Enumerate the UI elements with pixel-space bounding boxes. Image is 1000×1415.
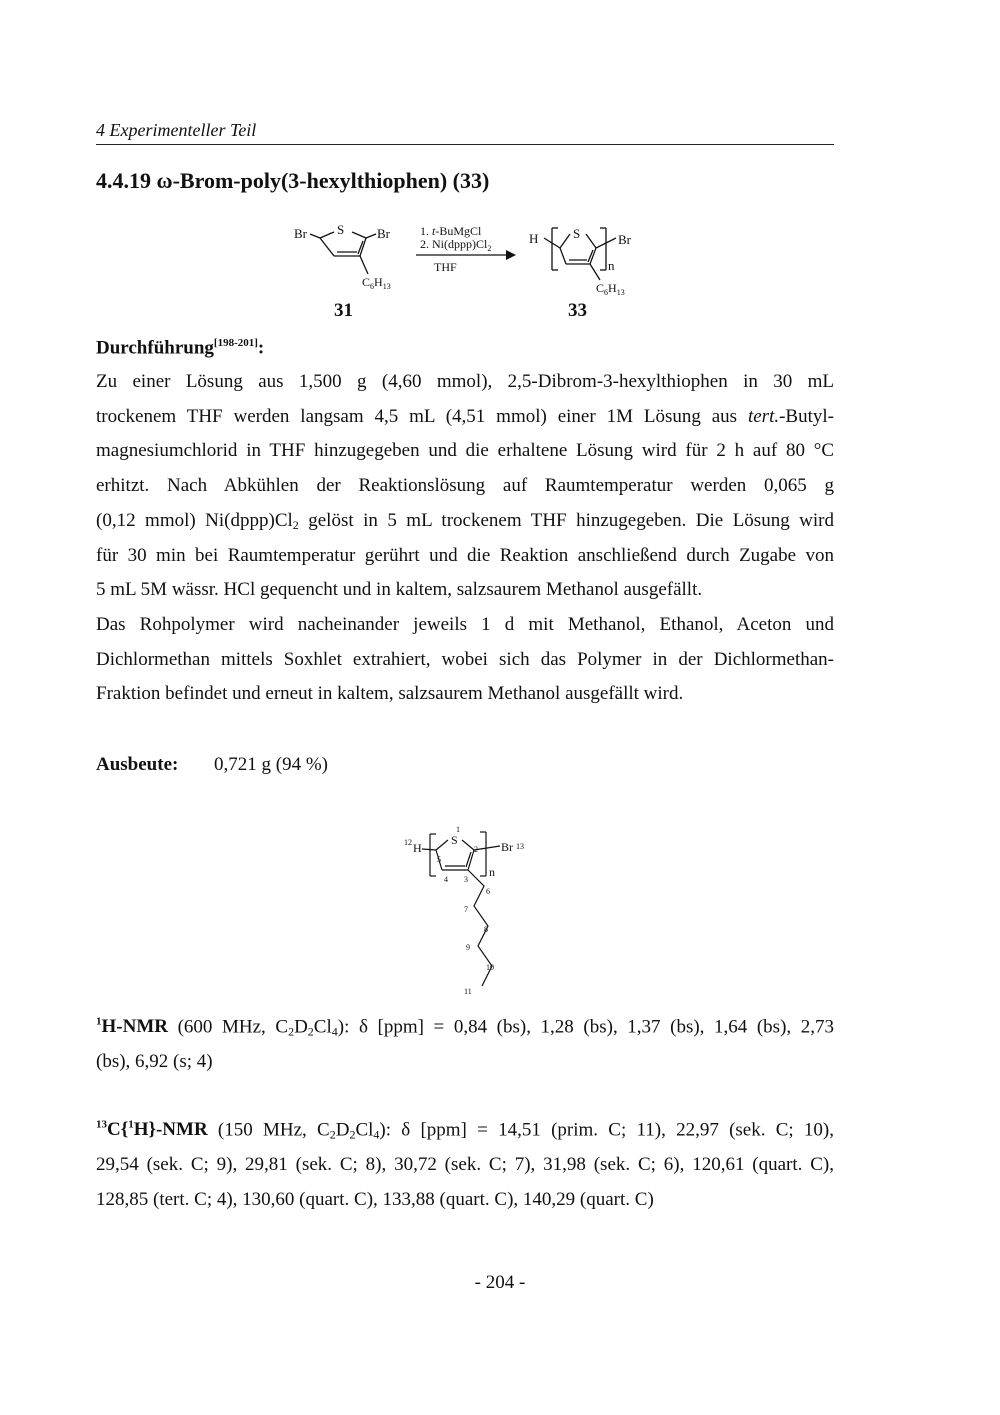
procedure-text xyxy=(96,365,834,712)
product-h-atom: H xyxy=(529,231,539,246)
section-number: 4.4.19 xyxy=(96,168,151,193)
product-sidechain: $C_6H_{13}$ xyxy=(596,281,625,297)
procedure-line: Zu einer Lösung aus 1,500 g (4,60 mmol), 2,5-Dibrom-3-hexylthiophen in 30 mL xyxy=(96,371,834,392)
reactant-label: 31 xyxy=(334,300,353,321)
reagent-1: 1. t-BuMgCl xyxy=(420,224,482,238)
running-header xyxy=(96,120,834,145)
procedure-line: Dichlormethan mittels Soxhlet extrahiert, wobei sich das Polymer in der Dichlormethan- xyxy=(96,648,834,670)
locant-8: 8 xyxy=(484,925,488,934)
locant-11: 11 xyxy=(464,987,472,996)
struct-n: n xyxy=(489,865,495,879)
procedure-heading xyxy=(96,337,264,359)
procedure-refs: [198-201] xyxy=(213,337,258,349)
struct-h-atom: H xyxy=(413,841,422,855)
locant-4: 4 xyxy=(444,875,448,884)
h-nmr-line: (bs), 6,92 (s; 4) xyxy=(96,1051,213,1073)
locant-3: 3 xyxy=(464,875,468,884)
procedure-line: Fraktion befindet und erneut in kaltem, salzsaurem Methanol ausgefällt wird. xyxy=(96,683,684,705)
procedure-line: erhitzt. Nach Abkühlen der Reaktionslösung auf Raumtemperatur werden 0,065 g xyxy=(96,475,834,497)
reaction-arrow-head xyxy=(506,250,516,260)
procedure-line: trockenem THF werden langsam 4,5 mL (4,51 mmol) einer 1M Lösung aus tert.-Butyl- xyxy=(96,405,834,427)
locant-6: 6 xyxy=(486,887,490,896)
locant-1: 1 xyxy=(456,825,460,834)
reactant-sidechain: $C_6H_{13}$ xyxy=(362,275,391,291)
procedure-heading-text: Durchführung xyxy=(96,337,214,359)
running-title: 4 Experimenteller Teil xyxy=(96,120,257,140)
reactant-s-atom: S xyxy=(337,222,345,237)
page-number: - 204 - xyxy=(474,1272,526,1293)
section-title xyxy=(96,168,489,194)
procedure-colon: : xyxy=(257,337,265,359)
reactant-br-right: Br xyxy=(377,226,390,241)
reaction-scheme xyxy=(270,208,670,323)
procedure-line: 5 mL 5M wässr. HCl gequencht und in kaltem, salzsaurem Methanol ausgefällt. xyxy=(96,579,703,601)
c-nmr-data xyxy=(96,1108,834,1217)
solvent: THF xyxy=(434,260,457,274)
procedure-line: für 30 min bei Raumtemperatur gerührt und die Reaktion anschließend durch Zugabe von xyxy=(96,544,834,566)
yield-value: 0,721 g (94 %) xyxy=(214,754,328,775)
yield-label: Ausbeute: xyxy=(96,754,179,775)
procedure-line: (0,12 mmol) $Ni(dppp)Cl_2$ gelöst in 5 mL trockenem THF hinzugegeben. Die Lösung wird xyxy=(96,509,834,532)
h-nmr-line: $^1$H-NMR (600 MHz, $C_2D_2Cl_4$): δ [ppm] = 0,84 (bs), 1,28 (bs), 1,37 (bs), 1,64 (bs), 2,73 xyxy=(96,1016,834,1039)
product-label: 33 xyxy=(568,300,587,321)
yield xyxy=(96,754,328,776)
procedure-line: magnesiumchlorid in THF hinzugegeben und die erhaltene Lösung wird für 2 h auf 80 °C xyxy=(96,440,834,462)
product-n: n xyxy=(608,258,615,273)
reagent-2: 2. $Ni(dppp)Cl_2$ xyxy=(420,237,492,253)
locant-13: 13 xyxy=(516,842,524,851)
locant-2: 2 xyxy=(474,845,478,854)
c-nmr-line: $^{13}$C{$^1$H}-NMR (150 MHz, $C_2D_2Cl_4$): δ [ppm] = 14,51 (prim. C; 11), 22,97 (sek. C; 10), xyxy=(96,1119,834,1142)
locant-7: 7 xyxy=(464,905,468,914)
product-s-atom: S xyxy=(573,226,581,241)
product-br-atom: Br xyxy=(618,232,631,247)
reactant-molecule xyxy=(310,232,376,274)
locant-9: 9 xyxy=(466,943,470,952)
locant-5: 5 xyxy=(437,855,441,864)
numbered-structure xyxy=(390,820,550,1000)
struct-s-atom: S xyxy=(451,833,458,847)
procedure-line: Das Rohpolymer wird nacheinander jeweils 1 d mit Methanol, Ethanol, Aceton und xyxy=(96,613,834,635)
h-nmr-data xyxy=(96,1005,834,1080)
section-name: ω-Brom-poly(3-hexylthiophen) (33) xyxy=(156,168,490,193)
c-nmr-line: 29,54 (sek. C; 9), 29,81 (sek. C; 8), 30,72 (sek. C; 7), 31,98 (sek. C; 6), 120,61 (quart. C), xyxy=(96,1154,834,1176)
locant-10: 10 xyxy=(486,963,494,972)
reactant-br-left: Br xyxy=(294,226,307,241)
struct-br-atom: Br xyxy=(501,840,513,854)
c-nmr-line: 128,85 (tert. C; 4), 130,60 (quart. C), 133,88 (quart. C), 140,29 (quart. C) xyxy=(96,1188,654,1210)
locant-12: 12 xyxy=(404,838,412,847)
